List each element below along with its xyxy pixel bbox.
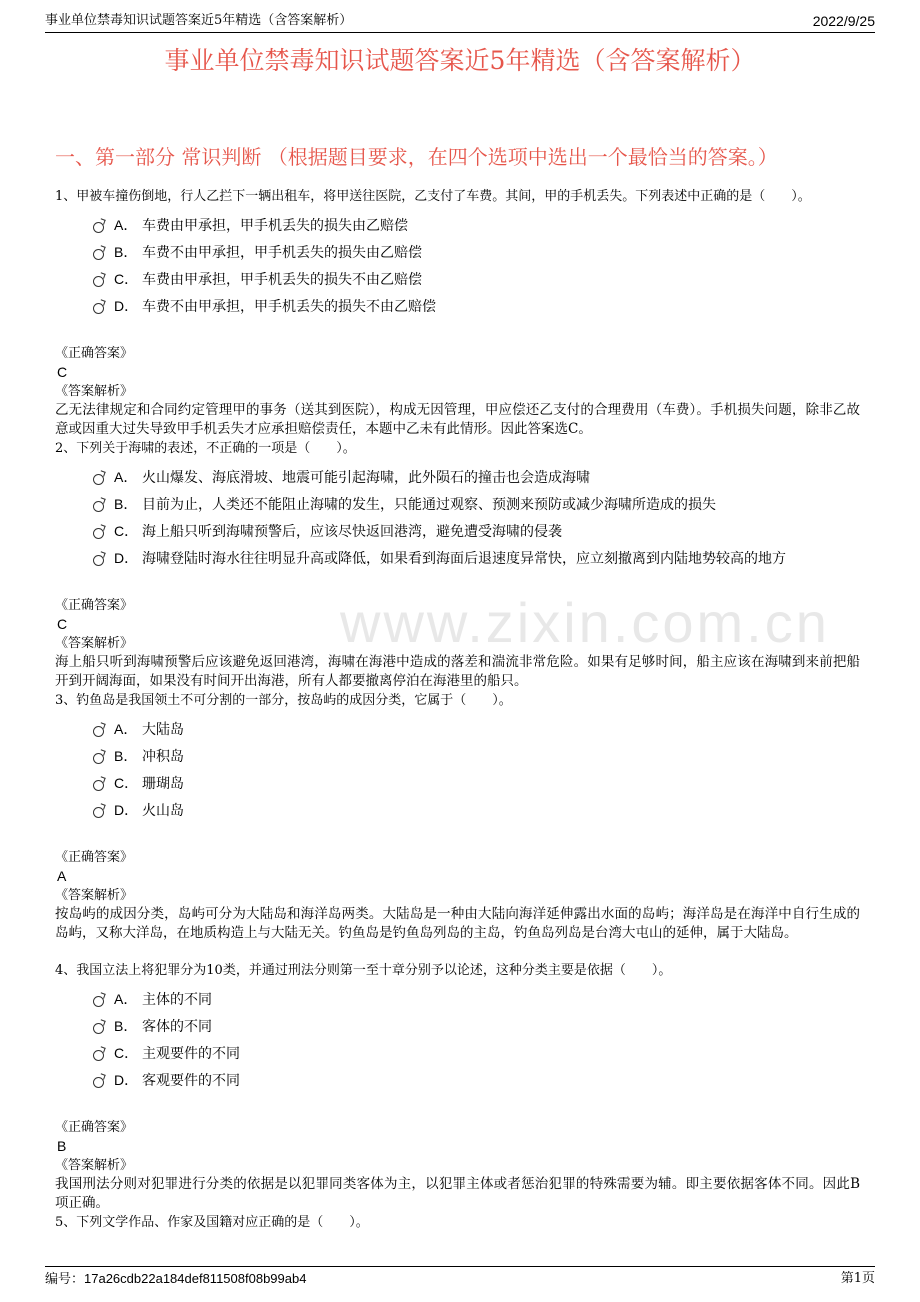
- question-2: [55, 440, 860, 691]
- radio-icon[interactable]: [93, 276, 104, 287]
- radio-icon[interactable]: [93, 1077, 104, 1088]
- option-letter: C．: [114, 271, 139, 287]
- document-title: 事业单位禁毒知识试题答案近5年精选（含答案解析）: [164, 46, 756, 75]
- explanation-text: 我国刑法分则对犯罪进行分类的依据是以犯罪同类客体为主，以犯罪主体或者惩治犯罪的特殊需要为辅。即主要依据客体不同。因此B项正确。: [55, 1176, 860, 1211]
- header-doc-name: 事业单位禁毒知识试题答案近5年精选（含答案解析）: [45, 13, 353, 28]
- explanation-text: 海上船只听到海啸预警后应该避免返回港湾，海啸在海港中造成的落差和湍流非常危险。如果有足够时间，船主应该在海啸到来前把船开到开阔海面，如果没有时间开出海港，所有人都要撤离停泊在海港里的船只。: [55, 654, 860, 689]
- header-date: 2022/9/25: [812, 13, 875, 29]
- radio-icon[interactable]: [93, 501, 104, 512]
- explanation-label: 《答案解析》: [55, 636, 134, 651]
- option-letter: C．: [114, 523, 139, 539]
- option-list: [93, 212, 860, 320]
- answer-label: 《正确答案》: [55, 598, 134, 613]
- answer-label: 《正确答案》: [55, 346, 134, 361]
- question-3: [55, 692, 860, 943]
- option-text: 大陆岛: [142, 722, 184, 738]
- section-heading: 一、第一部分 常识判断 （根据题目要求，在四个选项中选出一个最恰当的答案。）: [55, 145, 778, 169]
- answer-label: 《正确答案》: [55, 1120, 134, 1135]
- option-letter: B．: [114, 1018, 138, 1034]
- question-1: [55, 188, 860, 439]
- option-list: [93, 986, 860, 1094]
- option-text: 火山爆发、海底滑坡、地震可能引起海啸，此外陨石的撞击也会造成海啸: [142, 470, 590, 486]
- option-b[interactable]: [93, 239, 860, 266]
- option-text: 车费由甲承担，甲手机丢失的损失由乙赔偿: [142, 218, 408, 234]
- answer-label: 《正确答案》: [55, 850, 134, 865]
- answer-value: B: [57, 1138, 67, 1154]
- option-d[interactable]: [93, 797, 860, 824]
- option-b[interactable]: [93, 491, 860, 518]
- answer-value: C: [57, 364, 68, 380]
- option-text: 海啸登陆时海水往往明显升高或降低，如果看到海面后退速度异常快，应立刻撤离到内陆地势较高的地方: [142, 551, 786, 567]
- radio-icon[interactable]: [93, 474, 104, 485]
- option-c[interactable]: [93, 266, 860, 293]
- radio-icon[interactable]: [93, 753, 104, 764]
- option-letter: D．: [114, 802, 139, 818]
- question-5: [55, 1214, 860, 1232]
- radio-icon[interactable]: [93, 249, 104, 260]
- option-letter: B．: [114, 244, 138, 260]
- option-a[interactable]: [93, 986, 860, 1013]
- option-letter: A．: [114, 469, 138, 485]
- option-a[interactable]: [93, 464, 860, 491]
- question-stem: 2、下列关于海啸的表述，不正确的一项是（ ）。: [55, 441, 356, 456]
- option-c[interactable]: [93, 518, 860, 545]
- option-c[interactable]: [93, 1040, 860, 1067]
- explanation-text: 按岛屿的成因分类，岛屿可分为大陆岛和海洋岛两类。大陆岛是一种由大陆向海洋延伸露出水面的岛屿；海洋岛是在海洋中自行生成的岛屿，又称大洋岛，在地质构造上与大陆无关。钓鱼岛是钓鱼岛列岛的主岛，钓鱼岛列岛是台湾大屯山的延伸，属于大陆岛。: [55, 906, 860, 941]
- option-letter: C．: [114, 1045, 139, 1061]
- answer-value: C: [57, 616, 68, 632]
- option-text: 车费不由甲承担，甲手机丢失的损失不由乙赔偿: [142, 299, 436, 315]
- explanation-label: 《答案解析》: [55, 384, 134, 399]
- option-text: 客观要件的不同: [142, 1073, 240, 1089]
- option-list: [93, 464, 860, 572]
- option-letter: C．: [114, 775, 139, 791]
- option-text: 主观要件的不同: [142, 1046, 240, 1062]
- option-text: 珊瑚岛: [142, 776, 184, 792]
- radio-icon[interactable]: [93, 1050, 104, 1061]
- explanation-label: 《答案解析》: [55, 888, 134, 903]
- radio-icon[interactable]: [93, 807, 104, 818]
- option-text: 火山岛: [142, 803, 184, 819]
- answer-value: A: [57, 868, 67, 884]
- radio-icon[interactable]: [93, 303, 104, 314]
- option-b[interactable]: [93, 743, 860, 770]
- option-letter: D．: [114, 550, 139, 566]
- option-c[interactable]: [93, 770, 860, 797]
- radio-icon[interactable]: [93, 726, 104, 737]
- option-text: 主体的不同: [142, 992, 212, 1008]
- code-label: 编号：: [45, 1272, 85, 1287]
- option-letter: B．: [114, 496, 138, 512]
- radio-icon[interactable]: [93, 528, 104, 539]
- option-letter: B．: [114, 748, 138, 764]
- option-text: 客体的不同: [142, 1019, 212, 1035]
- radio-icon[interactable]: [93, 555, 104, 566]
- option-text: 冲积岛: [142, 749, 184, 765]
- option-letter: A．: [114, 721, 138, 737]
- question-stem: 5、下列文学作品、作家及国籍对应正确的是（ ）。: [55, 1215, 369, 1230]
- explanation-label: 《答案解析》: [55, 1158, 134, 1173]
- radio-icon[interactable]: [93, 996, 104, 1007]
- page-header: [45, 12, 875, 33]
- option-text: 车费由甲承担，甲手机丢失的损失不由乙赔偿: [142, 272, 422, 288]
- option-d[interactable]: [93, 1067, 860, 1094]
- code-value: 17a26cdb22a184def811508f08b99ab4: [84, 1271, 307, 1286]
- option-a[interactable]: [93, 212, 860, 239]
- option-letter: D．: [114, 1072, 139, 1088]
- option-d[interactable]: [93, 293, 860, 320]
- option-text: 海上船只听到海啸预警后，应该尽快返回港湾，避免遭受海啸的侵袭: [142, 524, 562, 540]
- option-text: 车费不由甲承担，甲手机丢失的损失由乙赔偿: [142, 245, 422, 261]
- question-stem: 4、我国立法上将犯罪分为10类，并通过刑法分则第一至十章分别予以论述，这种分类主要是依据（ ）。: [55, 963, 672, 978]
- option-b[interactable]: [93, 1013, 860, 1040]
- question-stem: 1、甲被车撞伤倒地，行人乙拦下一辆出租车，将甲送往医院，乙支付了车费。其间，甲的手机丢失。下列表述中正确的是（ ）。: [55, 189, 811, 204]
- option-list: [93, 716, 860, 824]
- option-d[interactable]: [93, 545, 860, 572]
- option-a[interactable]: [93, 716, 860, 743]
- radio-icon[interactable]: [93, 780, 104, 791]
- explanation-text: 乙无法律规定和合同约定管理甲的事务（送其到医院），构成无因管理，甲应偿还乙支付的合理费用（车费）。手机损失问题，除非乙故意或因重大过失导致甲手机丢失才应承担赔偿责任，本题中乙未有此情形。因此答案选C。: [55, 402, 860, 437]
- watermark: www.zixin.com.cn: [340, 591, 830, 654]
- page-number: 第1页: [840, 1271, 875, 1286]
- question-4: [55, 962, 860, 1213]
- page-footer: [45, 1266, 875, 1289]
- question-stem: 3、钓鱼岛是我国领土不可分割的一部分，按岛屿的成因分类，它属于（ ）。: [55, 693, 512, 708]
- option-letter: A．: [114, 217, 138, 233]
- document-code: [45, 1268, 306, 1291]
- radio-icon[interactable]: [93, 1023, 104, 1034]
- option-text: 目前为止，人类还不能阻止海啸的发生，只能通过观察、预测来预防或减少海啸所造成的损失: [142, 497, 716, 513]
- option-letter: A．: [114, 991, 138, 1007]
- radio-icon[interactable]: [93, 222, 104, 233]
- option-letter: D．: [114, 298, 139, 314]
